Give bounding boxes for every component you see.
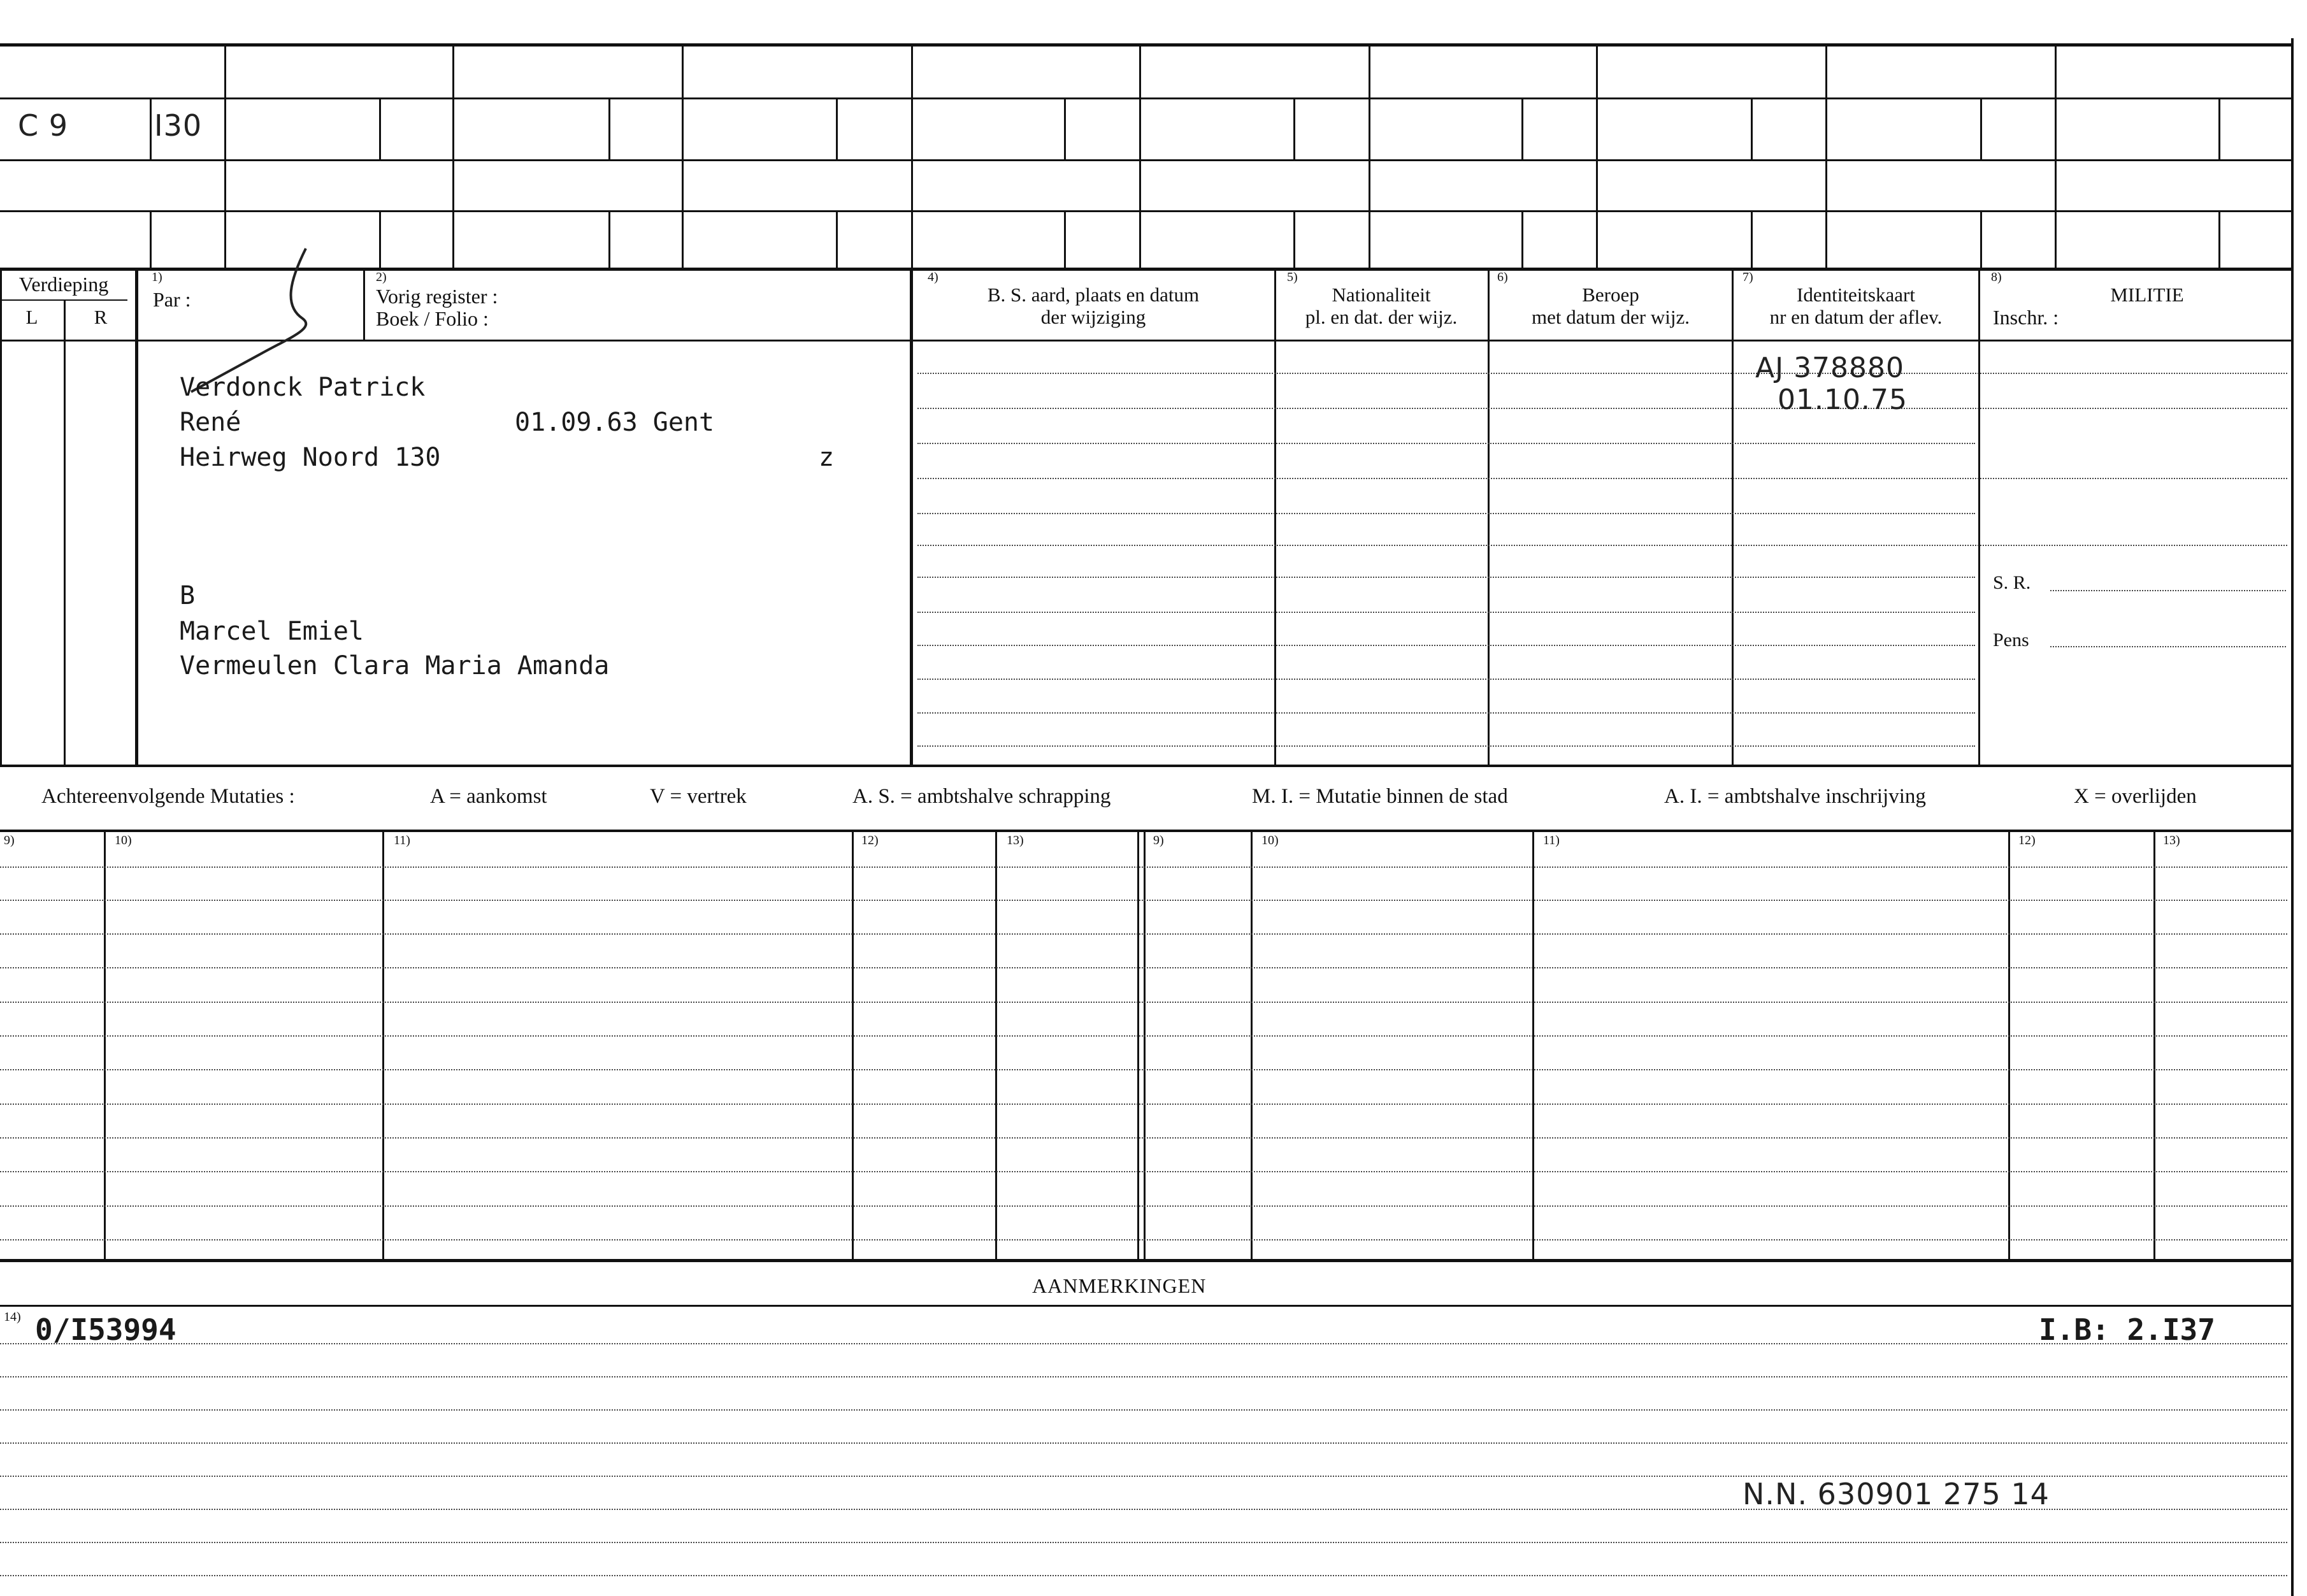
top-sub-divider bbox=[150, 210, 152, 269]
mutation-col-10b: 10) bbox=[1261, 833, 1279, 847]
mutation-col-divider bbox=[1532, 831, 1534, 1259]
col8-inschr: Inschr. : bbox=[1993, 306, 2059, 329]
sr-line bbox=[2050, 590, 2286, 591]
top-block-divider bbox=[1596, 45, 1598, 269]
col8-num: 8) bbox=[1991, 270, 2002, 284]
left-border bbox=[0, 269, 2, 766]
legend-as: A. S. = ambtshalve schrapping bbox=[852, 785, 1111, 808]
ruled-line bbox=[917, 577, 1975, 578]
remarks-line bbox=[0, 1409, 2287, 1411]
col7-line2: nr en datum der aflev. bbox=[1769, 306, 1943, 328]
remarks-num: 14) bbox=[4, 1310, 21, 1324]
col5-line2: pl. en dat. der wijz. bbox=[1305, 306, 1458, 328]
col2-line2: Boek / Folio : bbox=[376, 307, 489, 330]
top-sub-divider bbox=[1293, 99, 1295, 159]
ruled-line bbox=[917, 545, 2287, 546]
mutation-row-line bbox=[0, 1104, 2287, 1105]
top-sub-divider bbox=[1751, 99, 1753, 159]
mutations-top-rule bbox=[0, 830, 2294, 832]
section-rule bbox=[0, 765, 2294, 767]
id-card-date: 01.10.75 bbox=[1778, 384, 1908, 416]
mutation-col-9b: 9) bbox=[1153, 833, 1164, 847]
mutation-col-10: 10) bbox=[115, 833, 132, 847]
mutation-col-12: 12) bbox=[861, 833, 879, 847]
mutation-col-divider bbox=[1144, 831, 1146, 1259]
top-row-line bbox=[0, 210, 2294, 212]
remarks-line bbox=[0, 1509, 2287, 1510]
remarks-line bbox=[0, 1575, 2287, 1576]
top-sub-divider bbox=[2218, 99, 2220, 159]
col2-line1: Vorig register : bbox=[376, 285, 498, 308]
top-sub-divider bbox=[1293, 210, 1295, 269]
ruled-line bbox=[917, 478, 2287, 479]
top-row-line bbox=[0, 159, 2294, 161]
mutation-col-12b: 12) bbox=[2018, 833, 2036, 847]
top-sub-divider bbox=[1751, 210, 1753, 269]
col-divider bbox=[363, 269, 365, 340]
remarks-line bbox=[0, 1442, 2287, 1444]
top-rule bbox=[0, 43, 2294, 47]
l-label: L bbox=[25, 306, 38, 328]
col4-line1: B. S. aard, plaats en datum bbox=[987, 284, 1200, 306]
person-father: Marcel Emiel bbox=[180, 617, 364, 646]
top-code-a: C 9 bbox=[18, 108, 69, 143]
col-divider bbox=[1978, 269, 1980, 766]
col1-num: 1) bbox=[152, 270, 162, 284]
top-block-divider bbox=[224, 45, 226, 269]
remarks-ref: 0/I53994 bbox=[35, 1312, 176, 1347]
col-divider bbox=[1732, 269, 1734, 766]
top-sub-divider bbox=[1980, 210, 1982, 269]
top-block-divider bbox=[1369, 45, 1370, 269]
person-marker: z bbox=[819, 443, 835, 472]
ruled-line bbox=[917, 373, 2287, 374]
col6-num: 6) bbox=[1497, 270, 1508, 284]
pens-line bbox=[2050, 646, 2286, 647]
top-code-b: I30 bbox=[154, 108, 203, 143]
remarks-ib: I.B: 2.I37 bbox=[2039, 1312, 2215, 1347]
mutation-col-divider bbox=[852, 831, 854, 1259]
mutation-col-13: 13) bbox=[1007, 833, 1024, 847]
mutation-col-divider bbox=[2008, 831, 2010, 1259]
top-sub-divider bbox=[1980, 99, 1982, 159]
top-sub-divider bbox=[836, 99, 838, 159]
mutation-col-divider bbox=[1137, 831, 1139, 1259]
ruled-line bbox=[917, 612, 1975, 613]
r-label: R bbox=[94, 306, 108, 328]
ruled-line bbox=[917, 712, 1975, 714]
top-block-divider bbox=[1139, 45, 1141, 269]
mutation-row-line bbox=[0, 1205, 2287, 1207]
mutation-col-13b: 13) bbox=[2163, 833, 2180, 847]
header-bottom-line bbox=[0, 340, 2294, 341]
mutation-col-divider bbox=[104, 831, 106, 1259]
mutation-row-line bbox=[0, 933, 2287, 935]
top-sub-divider bbox=[608, 99, 610, 159]
mutation-row-line bbox=[0, 967, 2287, 968]
mutation-col-divider bbox=[2153, 831, 2155, 1259]
id-card-number: AJ 378880 bbox=[1755, 352, 1905, 384]
person-address: Heirweg Noord 130 bbox=[180, 443, 441, 472]
top-sub-divider bbox=[1064, 210, 1066, 269]
top-row-line bbox=[0, 97, 2294, 99]
mutation-row-line bbox=[0, 900, 2287, 901]
top-sub-divider bbox=[1521, 210, 1523, 269]
mutation-col-divider bbox=[995, 831, 997, 1259]
top-sub-divider bbox=[379, 99, 381, 159]
top-sub-divider bbox=[608, 210, 610, 269]
legend-a: A = aankomst bbox=[430, 785, 547, 808]
mutation-row-line bbox=[0, 1171, 2287, 1172]
top-sub-divider bbox=[836, 210, 838, 269]
remarks-title: AANMERKINGEN bbox=[1032, 1274, 1207, 1297]
top-block-divider bbox=[1825, 45, 1827, 269]
top-sub-divider bbox=[379, 210, 381, 269]
col-divider bbox=[64, 299, 66, 766]
mutation-row-line bbox=[0, 866, 2287, 868]
col-divider bbox=[1274, 269, 1276, 766]
legend-title: Achtereenvolgende Mutaties : bbox=[41, 785, 295, 808]
top-sub-divider bbox=[150, 99, 152, 159]
mutation-row-line bbox=[0, 1239, 2287, 1240]
ruled-line bbox=[917, 513, 1975, 514]
legend-v: V = vertrek bbox=[650, 785, 747, 808]
person-first-names: René bbox=[180, 408, 241, 437]
top-sub-divider bbox=[2218, 210, 2220, 269]
mutation-col-11: 11) bbox=[394, 833, 410, 847]
militie-sr-label: S. R. bbox=[1993, 572, 2031, 593]
remarks-line bbox=[0, 1376, 2287, 1377]
remarks-line bbox=[0, 1542, 2287, 1543]
legend-x: X = overlijden bbox=[2074, 785, 2197, 808]
col-divider bbox=[135, 269, 138, 766]
remarks-rule bbox=[0, 1305, 2294, 1307]
mutation-row-line bbox=[0, 1137, 2287, 1139]
col5-num: 5) bbox=[1287, 270, 1298, 284]
mutation-col-9: 9) bbox=[4, 833, 15, 847]
mutations-bottom-rule bbox=[0, 1259, 2294, 1262]
ruled-line bbox=[917, 408, 2287, 409]
col2-num: 2) bbox=[376, 270, 387, 284]
remarks-line bbox=[0, 1476, 2287, 1477]
remarks-nn: N.N. 630901 275 14 bbox=[1743, 1477, 2050, 1511]
col7-num: 7) bbox=[1743, 270, 1753, 284]
person-name: Verdonck Patrick bbox=[180, 373, 426, 402]
col5-line1: Nationaliteit bbox=[1332, 284, 1431, 306]
col1-label: Par : bbox=[153, 288, 191, 311]
person-b-label: B bbox=[180, 581, 196, 610]
person-birth: 01.09.63 Gent bbox=[515, 408, 715, 437]
top-block-divider bbox=[911, 45, 913, 269]
person-mother: Vermeulen Clara Maria Amanda bbox=[180, 651, 610, 680]
mutation-row-line bbox=[0, 1069, 2287, 1070]
top-block-divider bbox=[452, 45, 454, 269]
legend-mi: M. I. = Mutatie binnen de stad bbox=[1252, 785, 1508, 808]
col8-title: MILITIE bbox=[2110, 284, 2184, 306]
col6-line1: Beroep bbox=[1582, 284, 1639, 306]
mutation-row-line bbox=[0, 1035, 2287, 1037]
pen-stroke bbox=[178, 242, 344, 395]
remarks-line bbox=[0, 1343, 2287, 1344]
ruled-line bbox=[917, 679, 1975, 680]
top-sub-divider bbox=[1064, 99, 1066, 159]
top-block-divider bbox=[682, 45, 684, 269]
top-sub-divider bbox=[1521, 99, 1523, 159]
col6-line2: met datum der wijz. bbox=[1532, 306, 1690, 328]
mutation-row-line bbox=[0, 1002, 2287, 1003]
militie-pens-label: Pens bbox=[1993, 629, 2029, 651]
top-block-divider bbox=[2055, 45, 2057, 269]
ruled-line bbox=[917, 745, 1975, 747]
legend-ai: A. I. = ambtshalve inschrijving bbox=[1664, 785, 1926, 808]
ruled-line bbox=[917, 443, 1975, 444]
ruled-line bbox=[917, 645, 1975, 646]
col7-line1: Identiteitskaart bbox=[1797, 284, 1915, 306]
mutation-col-divider bbox=[1251, 831, 1253, 1259]
header-rule bbox=[0, 268, 2294, 271]
col4-line2: der wijziging bbox=[1040, 306, 1146, 328]
right-border bbox=[2291, 38, 2294, 1596]
col-divider bbox=[1488, 269, 1490, 766]
col-divider bbox=[910, 269, 913, 766]
mutation-col-11b: 11) bbox=[1543, 833, 1560, 847]
col4-num: 4) bbox=[928, 270, 938, 284]
verdieping-label: Verdieping bbox=[18, 273, 109, 296]
mutation-col-divider bbox=[382, 831, 384, 1259]
